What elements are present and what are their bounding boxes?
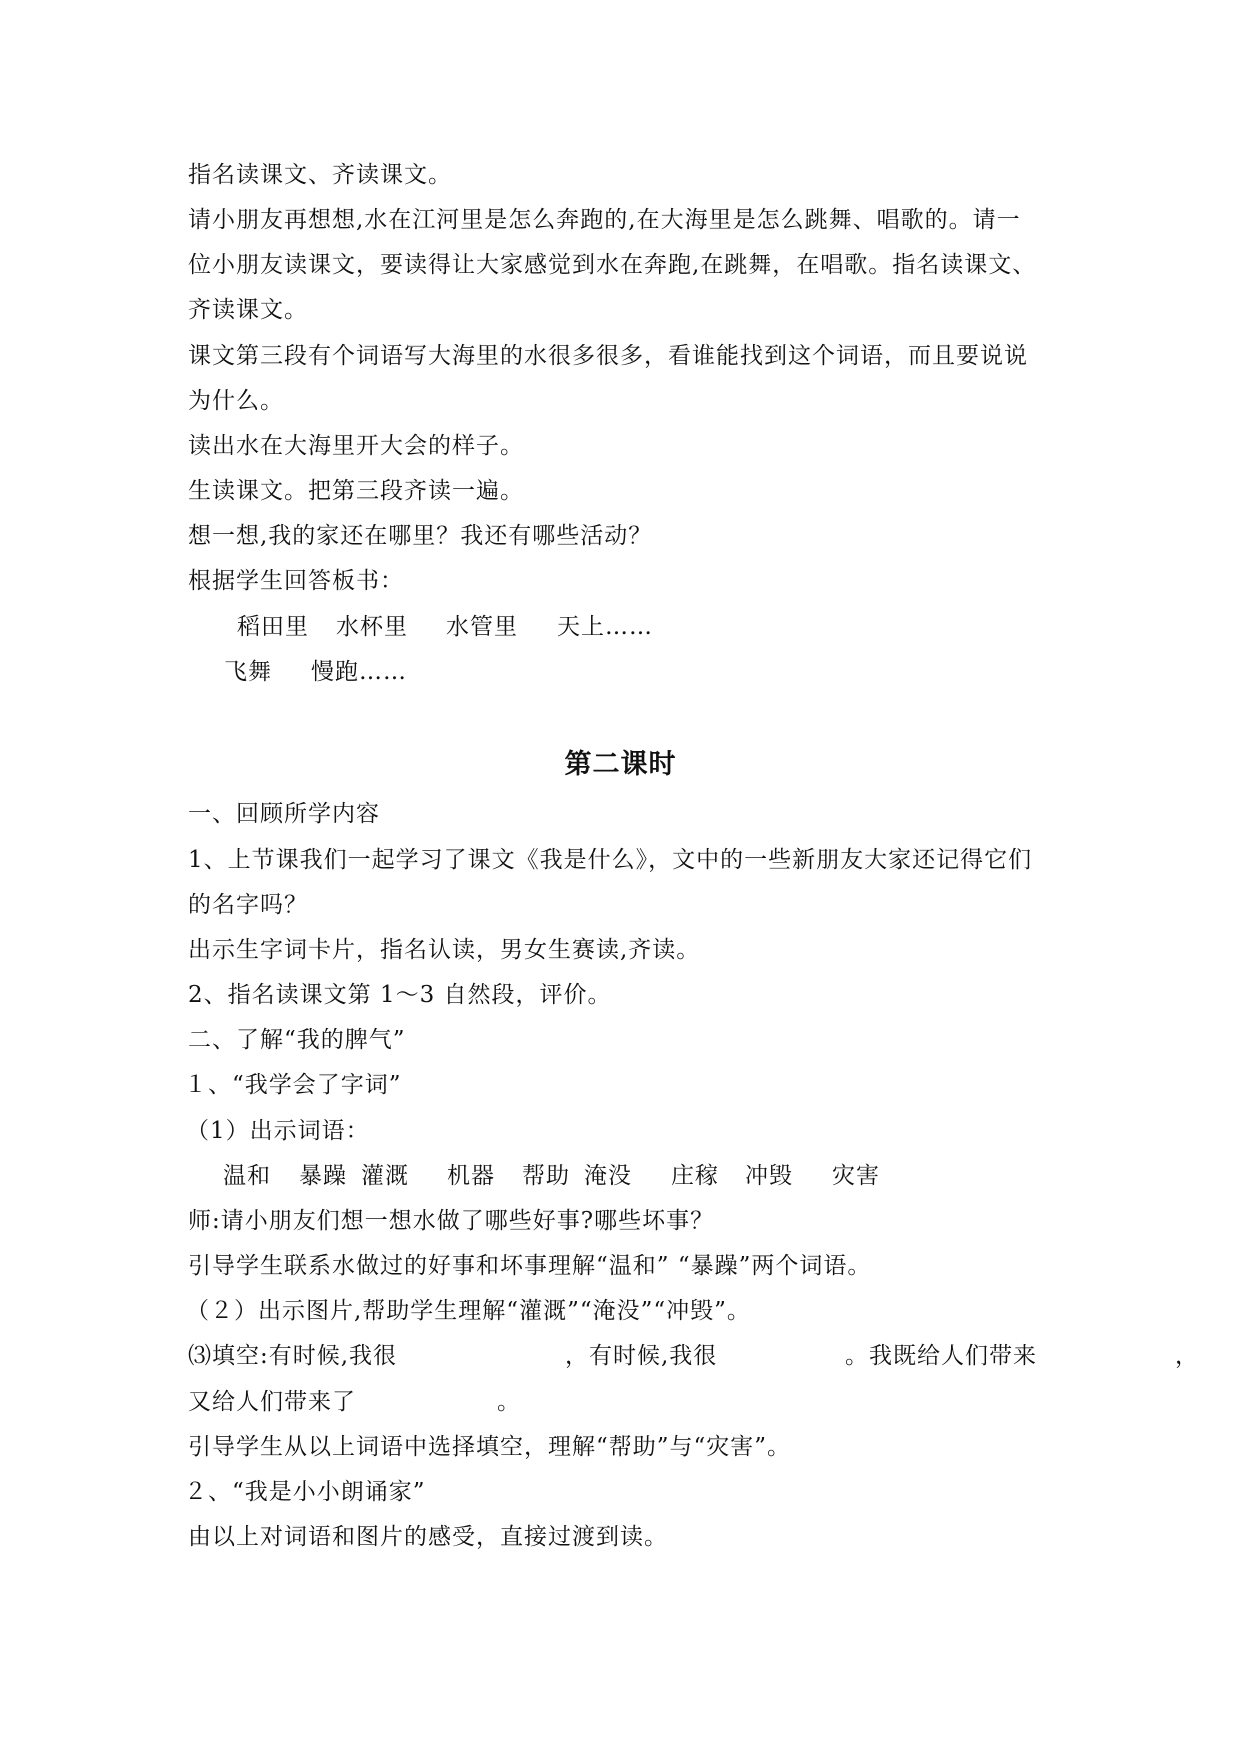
vocab-word: 暴躁 (299, 1163, 347, 1189)
fill-blank-text: ， (1175, 1343, 1199, 1369)
text-line: 2、指名读课文第 1～3 自然段，评价。 (188, 982, 612, 1008)
board-word: 天上…… (557, 614, 653, 640)
text-line: 引导学生联系水做过的好事和坏事理解“温和” “暴躁”两个词语。 (188, 1253, 872, 1279)
board-activities-row (0, 657, 1241, 687)
vocab-word: 机器 (447, 1163, 495, 1189)
text-line: 引导学生从以上词语中选择填空，理解“帮助”与“灾害”。 (188, 1434, 792, 1460)
board-word: 飞舞 (224, 659, 272, 685)
vocab-row (0, 1161, 1241, 1191)
text-line: １、“我学会了字词” (184, 1072, 402, 1098)
text-line: 由以上对词语和图片的感受，直接过渡到读。 (188, 1524, 668, 1550)
text-line: （1）出示词语： (186, 1118, 370, 1144)
section-title: 第二课时 (564, 749, 677, 780)
fill-blank-row (0, 1341, 1241, 1371)
board-places-row (0, 612, 1241, 642)
board-word: 水管里 (446, 614, 518, 640)
fill-blank-text: ⑶填空:有时候,我很 (188, 1343, 398, 1369)
text-line: 指名读课文、齐读课文。 (188, 162, 452, 188)
text-line: 课文第三段有个词语写大海里的水很多很多，看谁能找到这个词语，而且要说说 (188, 343, 1028, 369)
text-line: 生读课文。把第三段齐读一遍。 (188, 478, 524, 504)
fill-blank-text: 又给人们带来了 (188, 1389, 356, 1415)
vocab-word: 灌溉 (361, 1163, 409, 1189)
text-line: 想一想,我的家还在哪里？我还有哪些活动？ (188, 523, 653, 549)
text-line: 请小朋友再想想,水在江河里是怎么奔跑的,在大海里是怎么跳舞、唱歌的。请一 (188, 207, 1021, 233)
vocab-word: 灾害 (832, 1163, 880, 1189)
board-word: 慢跑…… (311, 659, 407, 685)
board-word: 稻田里 (237, 614, 309, 640)
text-line: 1、上节课我们一起学习了课文《我是什么》，文中的一些新朋友大家还记得它们 (188, 847, 1033, 873)
text-line: 师:请小朋友们想一想水做了哪些好事?哪些坏事？ (188, 1208, 715, 1234)
text-line: 读出水在大海里开大会的样子。 (188, 433, 524, 459)
text-line: 位小朋友读课文，要读得让大家感觉到水在奔跑,在跳舞，在唱歌。指名读课文、 (188, 252, 1037, 278)
text-line: 为什么。 (188, 388, 284, 414)
text-line: 的名字吗？ (188, 892, 308, 918)
board-word: 水杯里 (336, 614, 408, 640)
text-line: （２）出示图片,帮助学生理解“灌溉”“淹没”“冲毁”。 (186, 1298, 751, 1324)
vocab-word: 帮助 (522, 1163, 570, 1189)
fill-blank-text: 。我既给人们带来 (845, 1343, 1037, 1369)
vocab-word: 庄稼 (671, 1163, 719, 1189)
fill-blank-text: ，有时候,我很 (565, 1343, 718, 1369)
text-line: 根据学生回答板书： (188, 568, 404, 594)
vocab-word: 淹没 (584, 1163, 632, 1189)
text-line: 齐读课文。 (188, 297, 308, 323)
text-line: 一、回顾所学内容 (188, 801, 380, 827)
text-line: 出示生字词卡片，指名认读，男女生赛读,齐读。 (188, 937, 701, 963)
fill-blank-text: 。 (497, 1389, 521, 1415)
vocab-word: 冲毁 (745, 1163, 793, 1189)
text-line: 二、了解“我的脾气” (188, 1027, 406, 1053)
text-line: ２、“我是小小朗诵家” (184, 1479, 426, 1505)
vocab-word: 温和 (223, 1163, 271, 1189)
fill-blank-row (0, 1387, 1241, 1417)
